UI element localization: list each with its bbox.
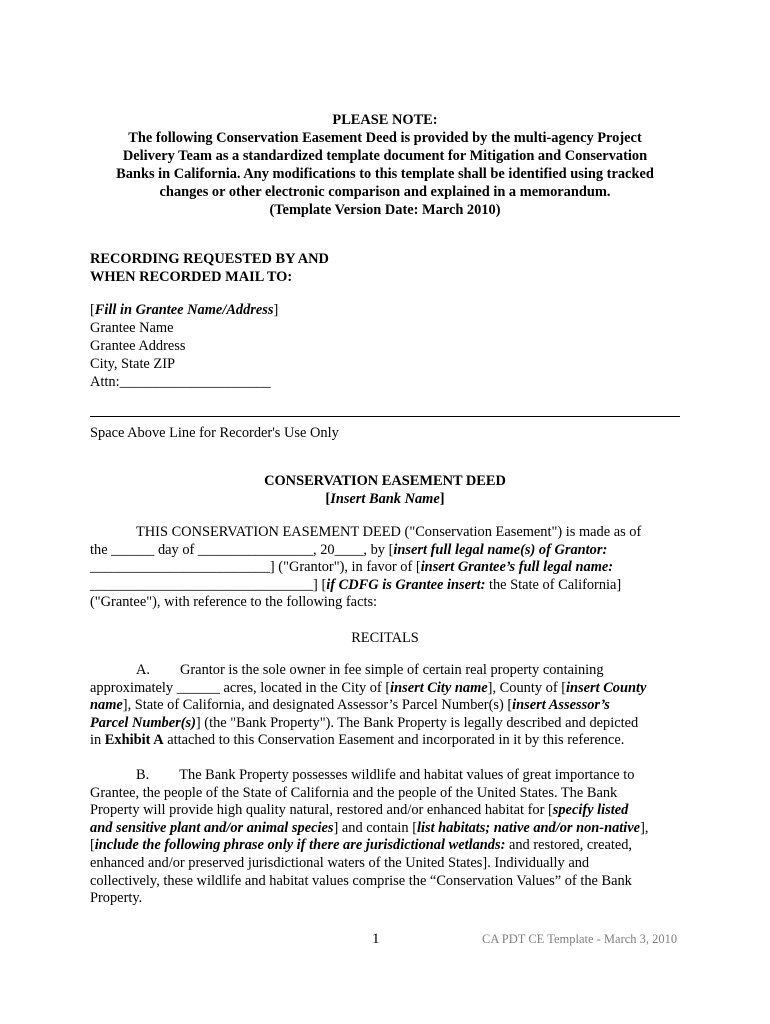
intro-paragraph: THIS CONSERVATION EASEMENT DEED ("Conservation Easement") is made as of the ______ day of ________________, 20____, by [insert full legal name(s) of Grantor: _________________________] ("Grantor"), in favor of [insert Grantee’s full legal name: _______________________________] [if CDFG is Grantee insert: the State of California] ("Grantee"), with reference to the following facts: bbox=[90, 524, 642, 611]
notice-line: Banks in California. Any modifications to this template shall be identified using tracked bbox=[116, 166, 654, 182]
recorder-use-note: Space Above Line for Recorder's Use Only bbox=[90, 425, 339, 441]
recording-line: WHEN RECORDED MAIL TO: bbox=[90, 269, 293, 285]
exhibit-a-reference: Exhibit A bbox=[104, 732, 164, 749]
grantee-address: Grantee Address bbox=[90, 338, 186, 354]
bank-name-placeholder: [Insert Bank Name] bbox=[325, 491, 445, 507]
recording-line: RECORDING REQUESTED BY AND bbox=[90, 251, 329, 267]
notice-line: Delivery Team as a standardized template document for Mitigation and Conservation bbox=[122, 148, 648, 164]
recorder-divider-line bbox=[90, 416, 680, 417]
recital-b-paragraph: B. The Bank Property possesses wildlife and habitat values of great importance to Grantee, the people of the State of California and the people of the United States. The Bank Property will provide high quality natural, restored and/or enhanced habitat for [specify listed and sensitive plant and/or animal species] and contain [list habitats; native and/or non-native], [include the following phrase only if there are jurisdictional wetlands: and restored, created, enhanced and/or preserved jurisdictional waters of the United States]. Individually and collectively, these wildlife and habitat values comprise the “Conservation Values” of the Bank Property. bbox=[90, 767, 649, 907]
grantee-address-block bbox=[90, 301, 278, 391]
grantee-city: City, State ZIP bbox=[90, 356, 176, 372]
notice-line: (Template Version Date: March 2010) bbox=[269, 202, 501, 218]
fill-instruction: [Fill in Grantee Name/Address] bbox=[90, 302, 279, 318]
grantee-attn: Attn:_____________________ bbox=[90, 374, 271, 390]
template-footer-label: CA PDT CE Template - March 3, 2010 bbox=[482, 932, 678, 946]
please-note-block bbox=[86, 111, 684, 219]
notice-line: changes or other electronic comparison and explained in a memorandum. bbox=[159, 184, 611, 200]
notice-heading: PLEASE NOTE: bbox=[332, 112, 438, 128]
recital-letter: A. bbox=[136, 662, 150, 678]
grantee-name: Grantee Name bbox=[90, 320, 174, 336]
recital-a-paragraph: A. Grantor is the sole owner in fee simple of certain real property containing approximately ______ acres, located in the City of [insert City name], County of [insert County name], State of California, and designated Assessor’s Parcel Number(s) [insert Assessor’s Parcel Number(s)] (the "Bank Property"). The Bank Property is legally described and depicted in Exhibit A attached to this Conservation Easement and incorporated in it by this reference. bbox=[90, 662, 647, 749]
notice-line: The following Conservation Easement Deed is provided by the multi-agency Project bbox=[128, 130, 642, 146]
recitals-heading: RECITALS bbox=[351, 630, 419, 646]
deed-title: CONSERVATION EASEMENT DEED bbox=[264, 473, 506, 489]
recital-letter: B. bbox=[136, 767, 150, 783]
recording-requested-block bbox=[90, 250, 329, 286]
page-number: 1 bbox=[372, 931, 380, 947]
